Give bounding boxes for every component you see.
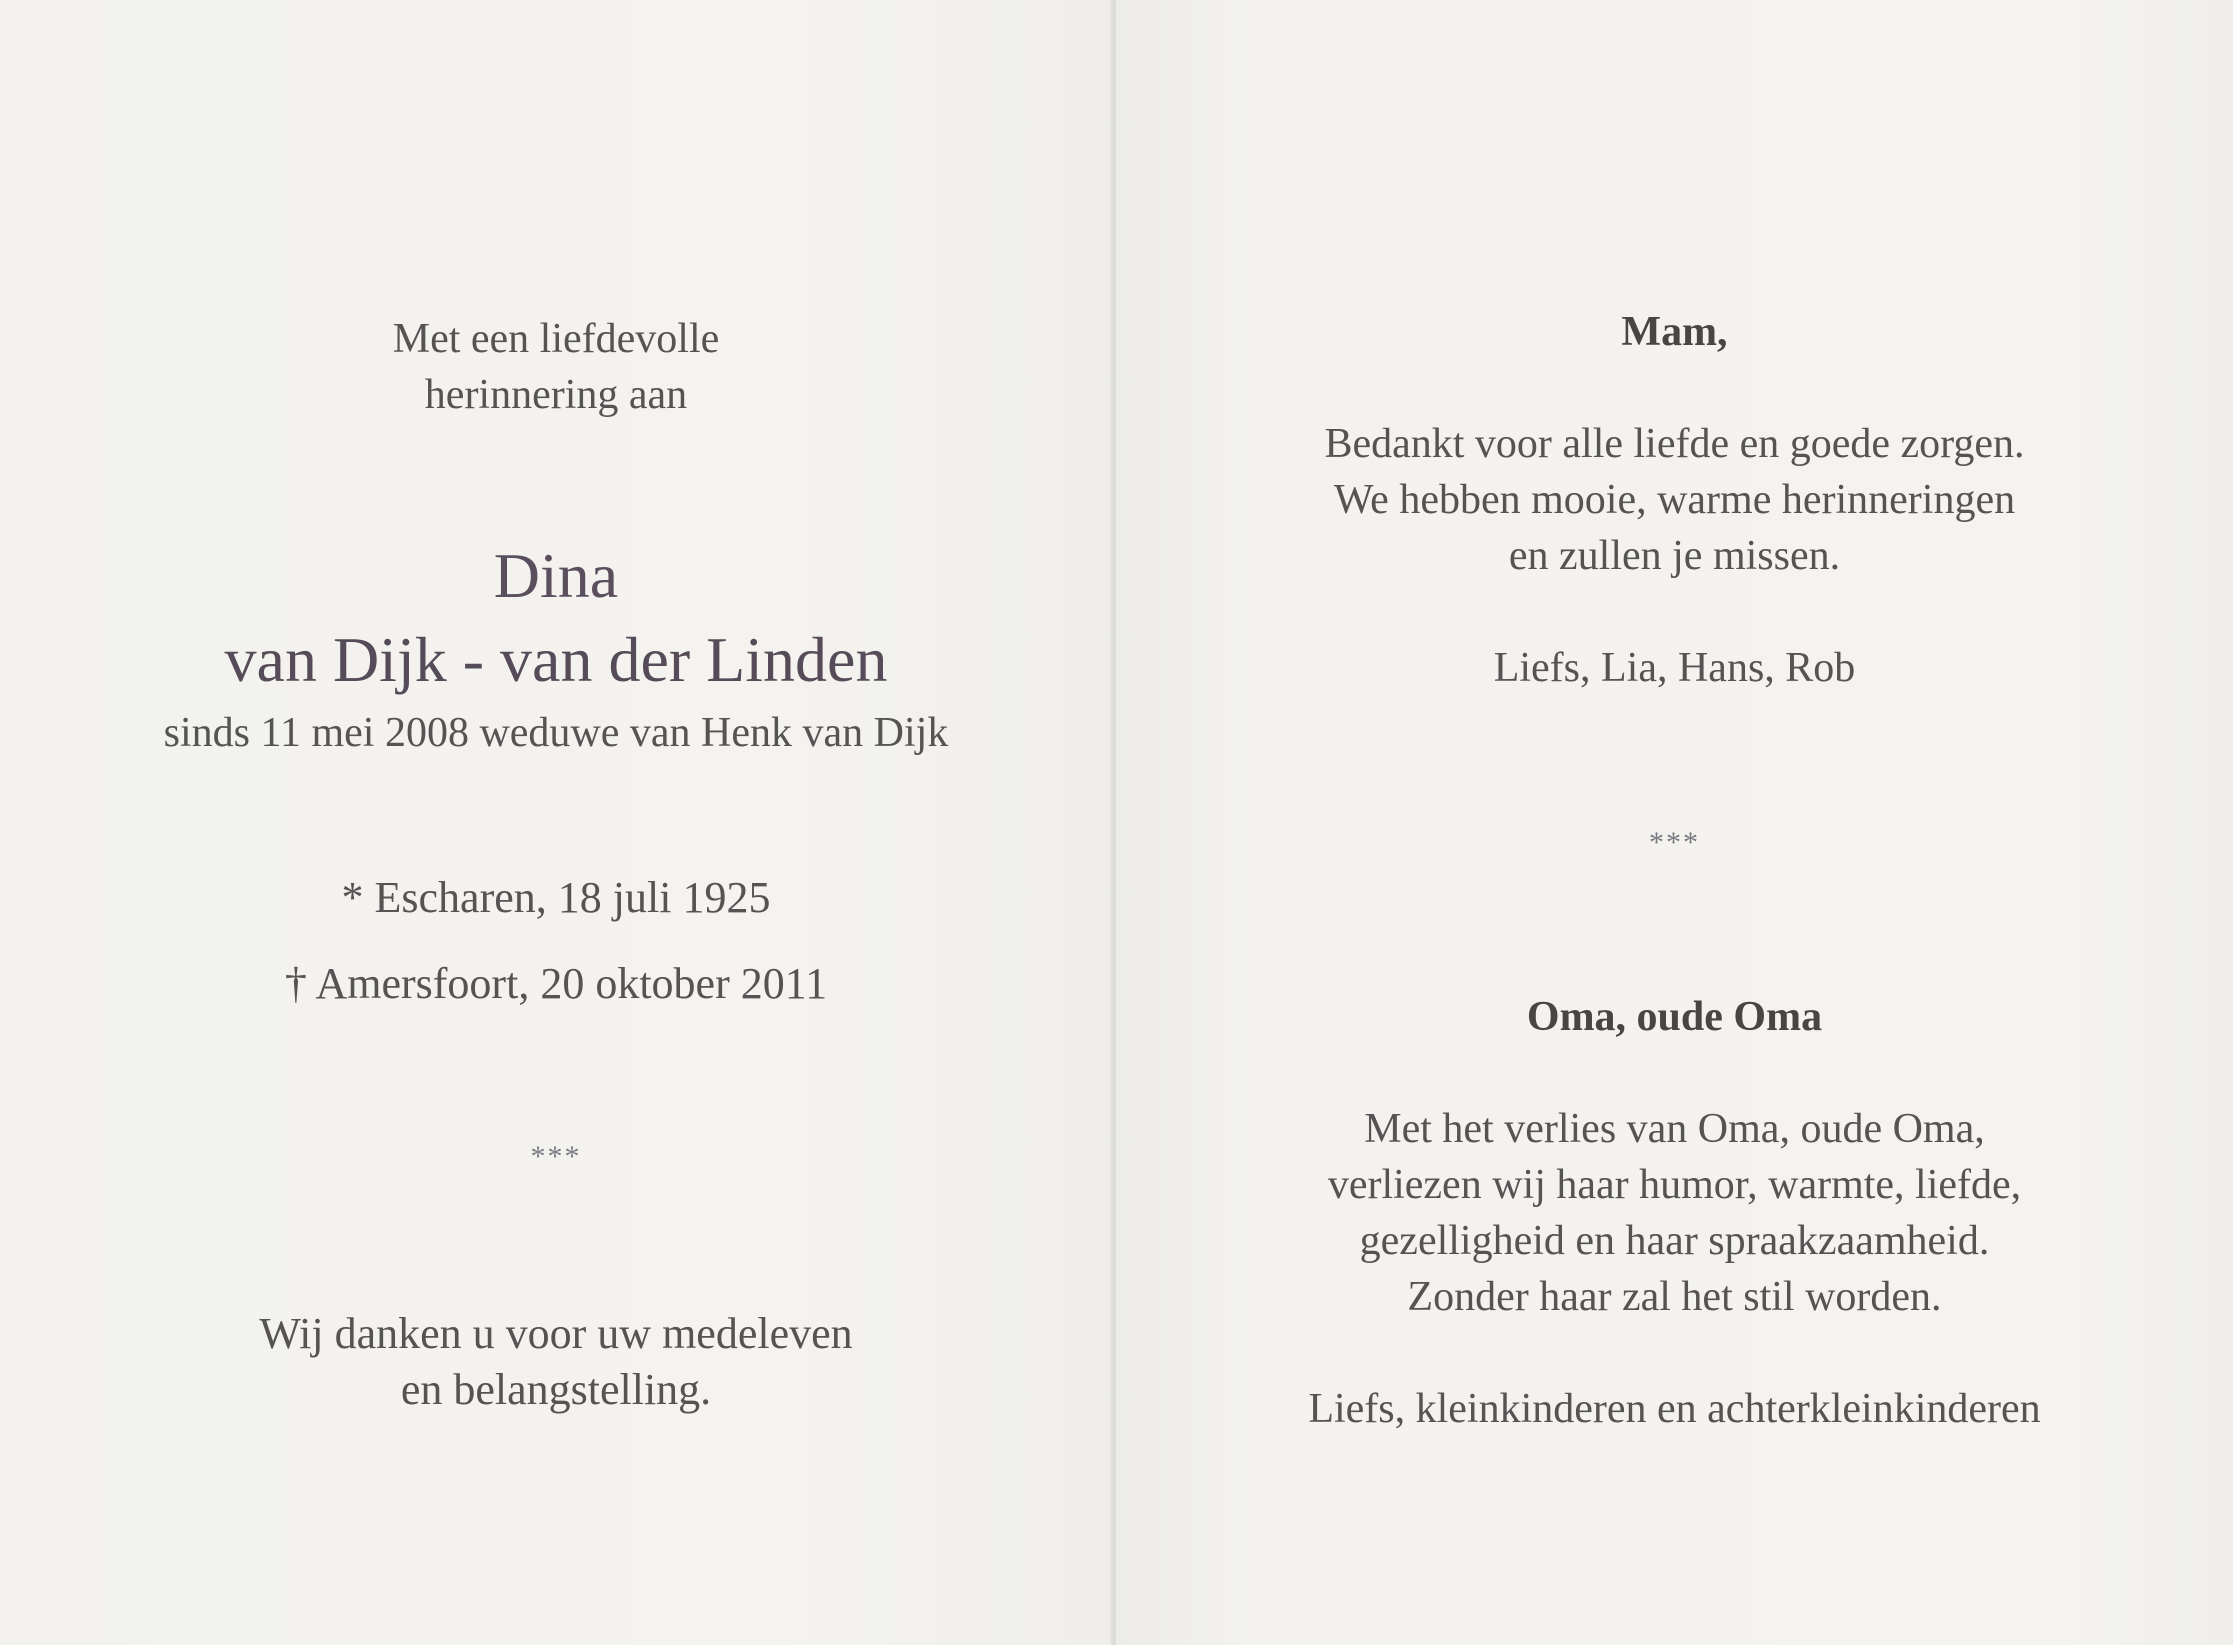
left-page — [0, 0, 1112, 1645]
separator-stars-right: *** — [1649, 826, 1700, 859]
message-2-line-4: Zonder haar zal het stil worden. — [1407, 1274, 1942, 1320]
first-name: Dina — [493, 540, 619, 611]
message-1-line-3: en zullen je missen. — [1508, 533, 1841, 579]
message-2-line-1: Met het verlies van Oma, oude Oma, — [1364, 1106, 1985, 1152]
intro-line-2: herinnering aan — [424, 372, 688, 418]
intro-line-1: Met een liefdevolle — [392, 316, 720, 362]
heading-mam: Mam, — [1621, 309, 1728, 355]
message-1-line-2: We hebben mooie, warme herinneringen — [1333, 477, 2016, 523]
widow-line: sinds 11 mei 2008 weduwe van Henk van Dijk — [163, 710, 949, 756]
thanks-line-1: Wij danken u voor uw medeleven — [259, 1309, 853, 1358]
separator-stars: *** — [530, 1140, 582, 1173]
message-2-line-2: verliezen wij haar humor, warmte, liefde, — [1327, 1162, 2022, 1208]
birth-line: * Escharen, 18 juli 1925 — [341, 873, 771, 922]
message-1-line-1: Bedankt voor alle liefde en goede zorgen. — [1324, 421, 2025, 467]
heading-oma: Oma, oude Oma — [1526, 994, 1823, 1040]
right-page — [1116, 0, 2233, 1645]
signature-children: Liefs, Lia, Hans, Rob — [1493, 645, 1856, 691]
message-2-line-3: gezelligheid en haar spraakzaamheid. — [1359, 1218, 1990, 1264]
signature-grandchildren: Liefs, kleinkinderen en achterkleinkinderen — [1308, 1386, 2041, 1432]
death-line: † Amersfoort, 20 oktober 2011 — [284, 959, 828, 1008]
full-name: van Dijk - van der Linden — [224, 624, 888, 695]
thanks-line-2: en belangstelling. — [400, 1365, 712, 1414]
